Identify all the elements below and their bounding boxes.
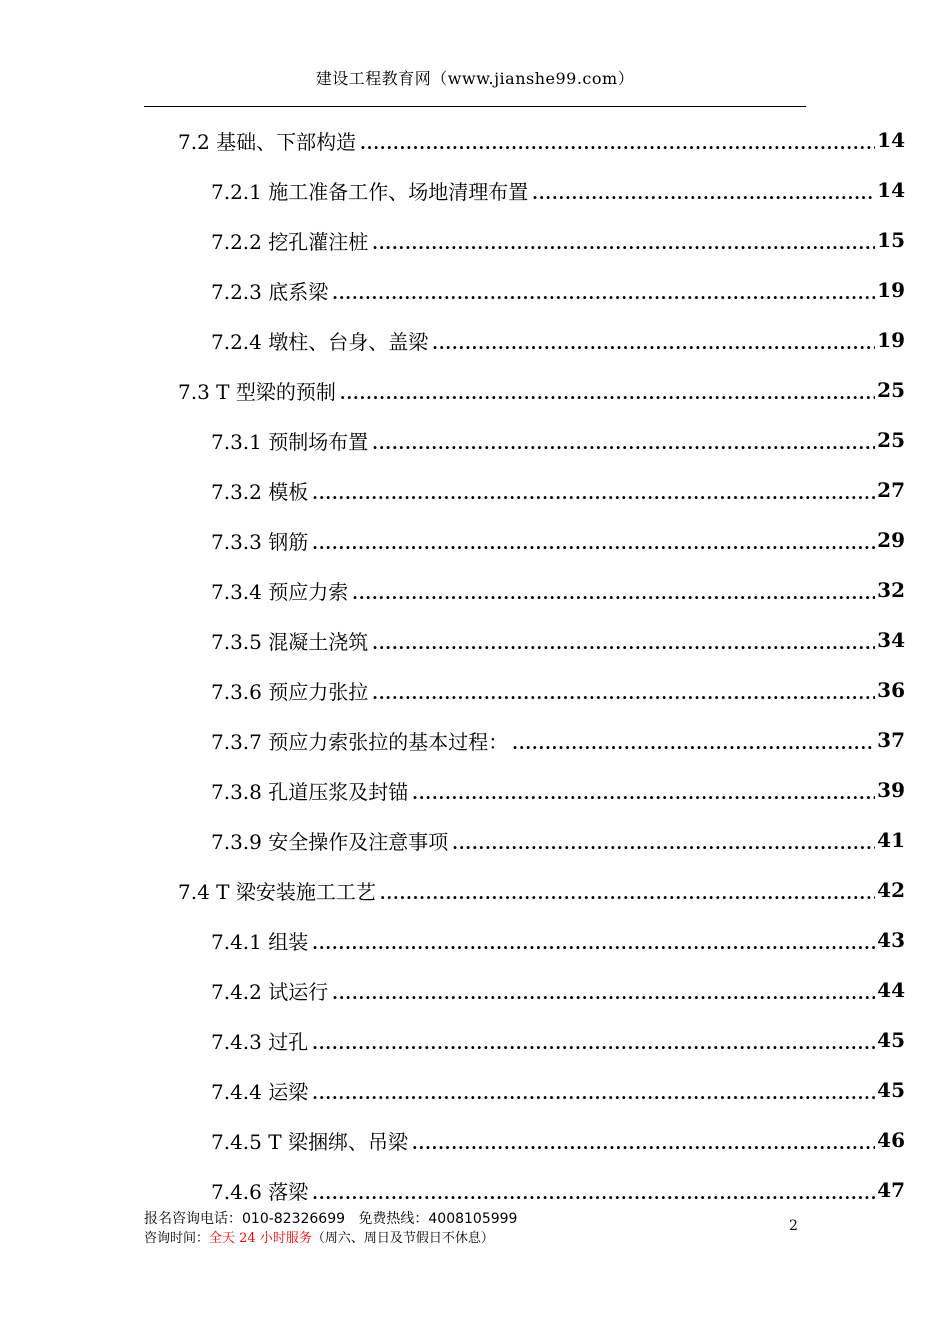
- hours-note: （周六、周日及节假日不休息）: [311, 1231, 494, 1246]
- toc-entry-page: 19: [877, 278, 905, 302]
- toc-entry-title: 7.3.1 预制场布置: [211, 429, 369, 454]
- toc-entry-title: 7.3.3 钢筋: [211, 529, 309, 554]
- toc-entry-title: 7.2.2 挖孔灌注桩: [211, 229, 369, 254]
- toc-entry[interactable]: [211, 620, 905, 660]
- toc-entry-title: 7.4.2 试运行: [211, 979, 329, 1004]
- toc-entry[interactable]: [211, 420, 905, 460]
- toc-entry-page: 32: [877, 578, 905, 602]
- toc-leader-dots: [360, 134, 875, 153]
- toc-leader-dots: [512, 734, 875, 753]
- toc-entry-title: 7.4.1 组装: [211, 929, 309, 954]
- toc-entry-page: 37: [877, 728, 905, 752]
- hours-label: 咨询时间：: [144, 1231, 210, 1246]
- toc-entry-title: 7.2 基础、下部构造: [178, 129, 357, 154]
- toc-entry[interactable]: [211, 520, 905, 560]
- toc-entry[interactable]: [211, 720, 905, 760]
- toc-entry-page: 25: [877, 428, 905, 452]
- toc-entry-title: 7.3 T 型梁的预制: [178, 379, 336, 404]
- toc-leader-dots: [332, 984, 875, 1003]
- toc-entry-title: 7.3.9 安全操作及注意事项: [211, 829, 449, 854]
- toc-entry-page: 19: [877, 328, 905, 352]
- toc-leader-dots: [532, 184, 875, 203]
- toc-leader-dots: [412, 1134, 875, 1153]
- toc-entry-page: 45: [877, 1078, 905, 1102]
- toc-leader-dots: [332, 284, 875, 303]
- toc-entry-title: 7.4.3 过孔: [211, 1029, 309, 1054]
- toc-entry[interactable]: [178, 870, 905, 910]
- toc-entry-title: 7.4 T 梁安装施工工艺: [178, 879, 376, 904]
- toc-entry[interactable]: [178, 120, 905, 160]
- footer-contact-line: [144, 1210, 517, 1229]
- toc-entry-page: 15: [877, 228, 905, 252]
- toc-entry[interactable]: [211, 1070, 905, 1110]
- toc-entry-page: 45: [877, 1028, 905, 1052]
- toc-entry-title: 7.3.8 孔道压浆及封锚: [211, 779, 409, 804]
- toc-entry-title: 7.4.6 落梁: [211, 1179, 309, 1204]
- toc-entry[interactable]: [211, 920, 905, 960]
- toc-entry-page: 36: [877, 678, 905, 702]
- hotline-number: 4008105999: [428, 1211, 518, 1227]
- toc-entry-page: 39: [877, 778, 905, 802]
- toc-entry-page: 27: [877, 478, 905, 502]
- toc-leader-dots: [432, 334, 875, 353]
- toc-entry-title: 7.3.4 预应力索: [211, 579, 349, 604]
- toc-entry-title: 7.2.4 墩柱、台身、盖梁: [211, 329, 429, 354]
- page-header: 建设工程教育网（www.jianshe99.com）: [315, 69, 635, 88]
- toc-leader-dots: [380, 884, 875, 903]
- toc-entry-page: 25: [877, 378, 905, 402]
- toc-leader-dots: [412, 784, 875, 803]
- toc-entry-page: 43: [877, 928, 905, 952]
- toc-entry[interactable]: [211, 320, 905, 360]
- toc-entry-page: 44: [877, 978, 905, 1002]
- toc-leader-dots: [372, 684, 875, 703]
- toc-leader-dots: [372, 434, 875, 453]
- toc-leader-dots: [312, 484, 875, 503]
- toc-entry[interactable]: [211, 1020, 905, 1060]
- toc-entry-title: 7.3.2 模板: [211, 479, 309, 504]
- toc-entry-page: 41: [877, 828, 905, 852]
- toc-entry[interactable]: [211, 470, 905, 510]
- toc-entry-page: 47: [877, 1178, 905, 1202]
- toc-entry-title: 7.3.5 混凝土浇筑: [211, 629, 369, 654]
- page-number: 2: [789, 1218, 798, 1234]
- toc-entry[interactable]: [211, 1120, 905, 1160]
- hours-highlight: 全天 24 小时服务: [209, 1231, 312, 1246]
- toc-entry-title: 7.4.5 T 梁捆绑、吊梁: [211, 1129, 408, 1154]
- page-footer: [144, 1210, 517, 1248]
- toc-entry-page: 46: [877, 1128, 905, 1152]
- toc-entry[interactable]: [211, 970, 905, 1010]
- toc-leader-dots: [352, 584, 875, 603]
- toc-entry[interactable]: [211, 670, 905, 710]
- hotline-label: 免费热线：: [358, 1211, 429, 1227]
- phone-number: 010-82326699: [242, 1211, 346, 1227]
- toc-leader-dots: [372, 634, 875, 653]
- toc-entry[interactable]: [211, 170, 905, 210]
- toc-entry[interactable]: [211, 770, 905, 810]
- phone-label: 报名咨询电话：: [144, 1211, 242, 1227]
- toc-entry[interactable]: [178, 370, 905, 410]
- header-rule: [144, 106, 806, 107]
- toc-leader-dots: [452, 834, 875, 853]
- toc-leader-dots: [312, 934, 875, 953]
- footer-hours-line: [144, 1229, 517, 1248]
- toc-entry-title: 7.3.6 预应力张拉: [211, 679, 369, 704]
- toc-entry-title: 7.3.7 预应力索张拉的基本过程：: [211, 729, 509, 754]
- toc-entry-title: 7.4.4 运梁: [211, 1079, 309, 1104]
- toc-entry-title: 7.2.1 施工准备工作、场地清理布置: [211, 179, 529, 204]
- toc-entry[interactable]: [211, 270, 905, 310]
- toc-entry-page: 14: [877, 178, 905, 202]
- toc-entry[interactable]: [211, 820, 905, 860]
- toc-leader-dots: [340, 384, 875, 403]
- toc-entry[interactable]: [211, 1170, 905, 1210]
- toc-entry-page: 29: [877, 528, 905, 552]
- toc-leader-dots: [312, 1184, 875, 1203]
- toc-leader-dots: [312, 1084, 875, 1103]
- toc-leader-dots: [312, 1034, 875, 1053]
- toc-entry-page: 42: [877, 878, 905, 902]
- toc-entry-page: 14: [877, 128, 905, 152]
- toc-entry[interactable]: [211, 570, 905, 610]
- toc-entry-title: 7.2.3 底系梁: [211, 279, 329, 304]
- toc-entry[interactable]: [211, 220, 905, 260]
- toc-entry-page: 34: [877, 628, 905, 652]
- toc-leader-dots: [372, 234, 875, 253]
- toc-leader-dots: [312, 534, 875, 553]
